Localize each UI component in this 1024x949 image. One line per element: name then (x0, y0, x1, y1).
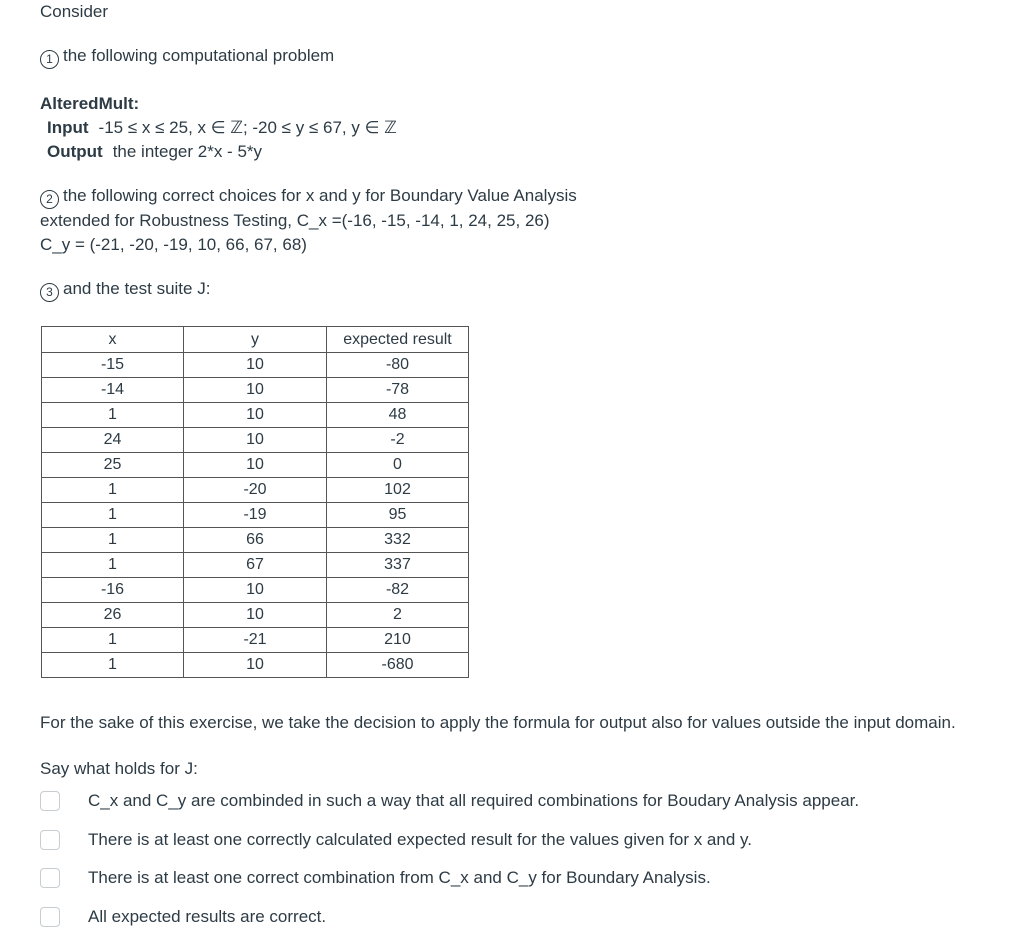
cell-y: 10 (184, 428, 327, 453)
intro-consider: Consider (40, 2, 109, 21)
cell-expected-result: -2 (327, 428, 469, 453)
item-1 (40, 44, 334, 69)
item-2-line-1: the following correct choices for x and y for Boundary Value Analysis (63, 186, 577, 205)
cell-x: -14 (42, 378, 184, 403)
cell-y: -19 (184, 503, 327, 528)
cell-x: -16 (42, 578, 184, 603)
cell-expected-result: -78 (327, 378, 469, 403)
cell-expected-result: -80 (327, 353, 469, 378)
cell-y: 10 (184, 403, 327, 428)
cell-x: 1 (42, 503, 184, 528)
table-row (42, 528, 469, 553)
input-label: Input (47, 118, 89, 137)
cell-expected-result: 95 (327, 503, 469, 528)
cell-x: 25 (42, 453, 184, 478)
answer-checkbox-1[interactable] (40, 791, 60, 811)
answer-label-3: There is at least one correct combination from C_x and C_y for Boundary Analysis. (88, 868, 711, 887)
answer-checkbox-3[interactable] (40, 868, 60, 888)
table-row (42, 428, 469, 453)
cell-y: 10 (184, 603, 327, 628)
answer-option-1[interactable] (40, 788, 859, 814)
cell-x: 1 (42, 653, 184, 678)
table-row (42, 378, 469, 403)
item-2 (40, 184, 577, 257)
answer-option-2[interactable] (40, 827, 752, 853)
cell-x: 1 (42, 528, 184, 553)
table-row (42, 403, 469, 428)
input-text: -15 ≤ x ≤ 25, x ∈ ℤ; -20 ≤ y ≤ 67, y ∈ ℤ (98, 118, 397, 137)
cell-y: -21 (184, 628, 327, 653)
problem-definition (40, 92, 397, 164)
cell-y: -20 (184, 478, 327, 503)
circled-number-3: 3 (40, 283, 59, 302)
table-body (42, 353, 469, 678)
answer-label-1: C_x and C_y are combinded in such a way that all required combinations for Boudary Analysis appear. (88, 791, 860, 810)
answer-checkbox-2[interactable] (40, 830, 60, 850)
item-2-line-2: extended for Robustness Testing, C_x =(-16, -15, -14, 1, 24, 25, 26) (40, 211, 550, 230)
cell-expected-result: 102 (327, 478, 469, 503)
answer-label-2: There is at least one correctly calculated expected result for the values given for x and y. (88, 830, 752, 849)
cell-y: 10 (184, 578, 327, 603)
table-header-row (42, 327, 469, 353)
cell-expected-result: 337 (327, 553, 469, 578)
item-3 (40, 277, 210, 302)
problem-name: AlteredMult: (40, 94, 140, 113)
table-row (42, 578, 469, 603)
answer-option-4[interactable] (40, 904, 326, 930)
answer-checkbox-4[interactable] (40, 907, 60, 927)
answer-label-4: All expected results are correct. (88, 907, 327, 926)
cell-expected-result: 2 (327, 603, 469, 628)
cell-expected-result: 332 (327, 528, 469, 553)
header-expected-result: expected result (327, 327, 469, 353)
output-label: Output (47, 142, 103, 161)
table-row (42, 478, 469, 503)
note-text: For the sake of this exercise, we take the decision to apply the formula for output also for values outside the input domain. (40, 713, 956, 732)
table-row (42, 603, 469, 628)
question-text: Say what holds for J: (40, 759, 198, 778)
cell-x: 1 (42, 628, 184, 653)
table-row (42, 628, 469, 653)
header-x: x (42, 327, 184, 353)
cell-x: 24 (42, 428, 184, 453)
cell-y: 67 (184, 553, 327, 578)
table-row (42, 653, 469, 678)
problem-output-row (40, 140, 397, 164)
cell-x: 1 (42, 478, 184, 503)
cell-y: 66 (184, 528, 327, 553)
cell-y: 10 (184, 653, 327, 678)
test-suite-table (41, 326, 469, 678)
circled-number-2: 2 (40, 190, 59, 209)
table-row (42, 553, 469, 578)
item-3-text: and the test suite J: (63, 279, 211, 298)
problem-input-row (40, 116, 397, 140)
cell-y: 10 (184, 378, 327, 403)
item-1-text: the following computational problem (63, 46, 335, 65)
cell-expected-result: -680 (327, 653, 469, 678)
circled-number-1: 1 (40, 50, 59, 69)
header-y: y (184, 327, 327, 353)
table-row (42, 503, 469, 528)
output-text: the integer 2*x - 5*y (112, 142, 263, 161)
cell-x: 1 (42, 553, 184, 578)
cell-expected-result: -82 (327, 578, 469, 603)
cell-y: 10 (184, 453, 327, 478)
cell-expected-result: 210 (327, 628, 469, 653)
cell-x: -15 (42, 353, 184, 378)
table-row (42, 353, 469, 378)
answer-option-3[interactable] (40, 865, 711, 891)
cell-y: 10 (184, 353, 327, 378)
cell-x: 1 (42, 403, 184, 428)
cell-expected-result: 0 (327, 453, 469, 478)
cell-expected-result: 48 (327, 403, 469, 428)
cell-x: 26 (42, 603, 184, 628)
item-2-line-3: C_y = (-21, -20, -19, 10, 66, 67, 68) (40, 235, 307, 254)
table-row (42, 453, 469, 478)
